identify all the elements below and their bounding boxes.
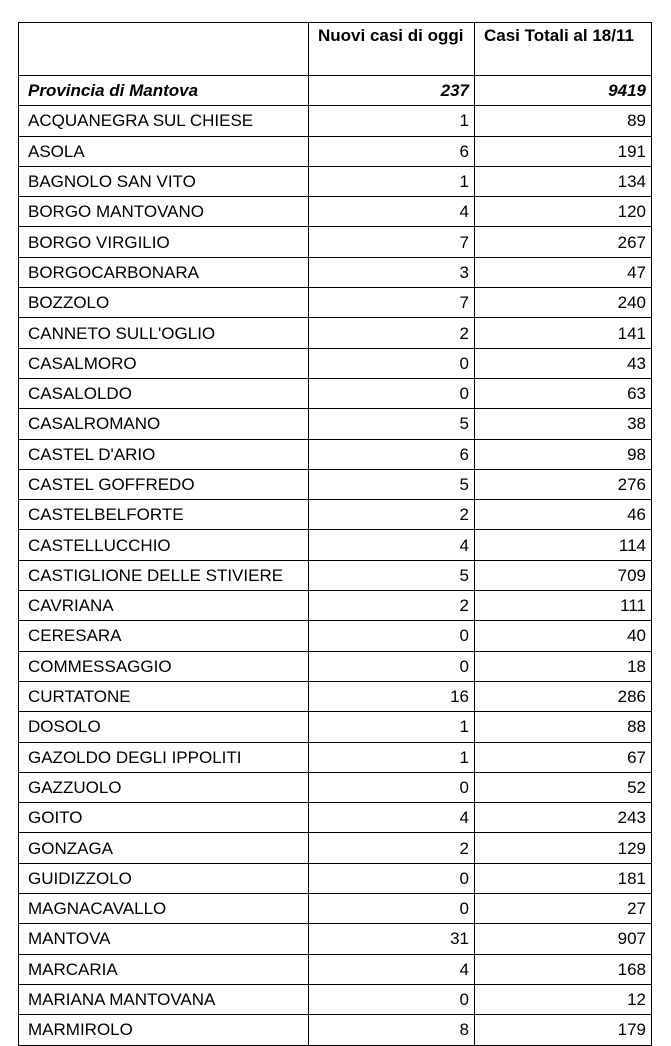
municipality-name: BAGNOLO SAN VITO (19, 166, 309, 196)
total-cases-cell: 89 (475, 106, 652, 136)
municipality-name: CASALMORO (19, 348, 309, 378)
table-row (19, 500, 652, 530)
municipality-name: CASTELBELFORTE (19, 500, 309, 530)
new-cases-cell: 31 (309, 924, 475, 954)
municipality-name: CURTATONE (19, 681, 309, 711)
municipality-name: ASOLA (19, 136, 309, 166)
table-row (19, 1015, 652, 1045)
total-cases-cell: 129 (475, 833, 652, 863)
table-row (19, 106, 652, 136)
province-name: Provincia di Mantova (19, 76, 309, 106)
new-cases-cell: 2 (309, 833, 475, 863)
total-cases-cell: 181 (475, 863, 652, 893)
table-row (19, 954, 652, 984)
table-row (19, 530, 652, 560)
total-cases-cell: 38 (475, 409, 652, 439)
total-cases-cell: 286 (475, 681, 652, 711)
table-row (19, 136, 652, 166)
table-row (19, 439, 652, 469)
cases-table (18, 22, 652, 1046)
total-cases-cell: 88 (475, 712, 652, 742)
municipality-name: CASALOLDO (19, 378, 309, 408)
table-row (19, 681, 652, 711)
new-cases-cell: 7 (309, 227, 475, 257)
municipality-name: CAVRIANA (19, 591, 309, 621)
municipality-name: GAZZUOLO (19, 772, 309, 802)
table-row (19, 894, 652, 924)
municipality-name: GOITO (19, 803, 309, 833)
table-row (19, 378, 652, 408)
new-cases-cell: 3 (309, 257, 475, 287)
municipality-name: CASTELLUCCHIO (19, 530, 309, 560)
total-cases-cell: 276 (475, 469, 652, 499)
municipality-name: ACQUANEGRA SUL CHIESE (19, 106, 309, 136)
new-cases-cell: 4 (309, 954, 475, 984)
new-cases-cell: 6 (309, 136, 475, 166)
header-cell-empty (19, 23, 309, 76)
new-cases-cell: 1 (309, 742, 475, 772)
new-cases-cell: 0 (309, 378, 475, 408)
total-cases-cell: 46 (475, 500, 652, 530)
new-cases-cell: 1 (309, 712, 475, 742)
municipality-name: MARIANA MANTOVANA (19, 984, 309, 1014)
total-cases-cell: 43 (475, 348, 652, 378)
table-row (19, 560, 652, 590)
total-cases-cell: 27 (475, 894, 652, 924)
new-cases-cell: 0 (309, 621, 475, 651)
table-row (19, 651, 652, 681)
new-cases-cell: 16 (309, 681, 475, 711)
table-row (19, 348, 652, 378)
new-cases-cell: 5 (309, 469, 475, 499)
table-row (19, 227, 652, 257)
header-new-cases: Nuovi casi di oggi (309, 23, 475, 76)
province-new-cases: 237 (309, 76, 475, 106)
new-cases-cell: 1 (309, 106, 475, 136)
new-cases-cell: 2 (309, 318, 475, 348)
municipality-name: MARMIROLO (19, 1015, 309, 1045)
municipality-name: MARCARIA (19, 954, 309, 984)
municipality-name: BORGO VIRGILIO (19, 227, 309, 257)
new-cases-cell: 0 (309, 772, 475, 802)
new-cases-cell: 0 (309, 348, 475, 378)
cases-table-sheet (18, 22, 652, 1046)
new-cases-cell: 0 (309, 894, 475, 924)
total-cases-cell: 709 (475, 560, 652, 590)
total-cases-cell: 98 (475, 439, 652, 469)
municipality-name: GONZAGA (19, 833, 309, 863)
header-row (19, 23, 652, 76)
table-row (19, 863, 652, 893)
table-row (19, 257, 652, 287)
table-row (19, 166, 652, 196)
table-row (19, 621, 652, 651)
municipality-name: DOSOLO (19, 712, 309, 742)
province-row (19, 76, 652, 106)
table-row (19, 288, 652, 318)
table-row (19, 742, 652, 772)
province-total-cases: 9419 (475, 76, 652, 106)
total-cases-cell: 67 (475, 742, 652, 772)
total-cases-cell: 52 (475, 772, 652, 802)
municipality-name: COMMESSAGGIO (19, 651, 309, 681)
total-cases-cell: 179 (475, 1015, 652, 1045)
new-cases-cell: 6 (309, 439, 475, 469)
table-row (19, 318, 652, 348)
municipality-name: BORGOCARBONARA (19, 257, 309, 287)
total-cases-cell: 114 (475, 530, 652, 560)
table-row (19, 409, 652, 439)
municipality-name: GUIDIZZOLO (19, 863, 309, 893)
new-cases-cell: 0 (309, 863, 475, 893)
new-cases-cell: 1 (309, 166, 475, 196)
municipality-name: CASTIGLIONE DELLE STIVIERE (19, 560, 309, 590)
municipality-name: CASTEL GOFFREDO (19, 469, 309, 499)
new-cases-cell: 2 (309, 591, 475, 621)
new-cases-cell: 5 (309, 560, 475, 590)
new-cases-cell: 4 (309, 530, 475, 560)
total-cases-cell: 141 (475, 318, 652, 348)
total-cases-cell: 111 (475, 591, 652, 621)
new-cases-cell: 0 (309, 984, 475, 1014)
table-row (19, 772, 652, 802)
municipality-name: BOZZOLO (19, 288, 309, 318)
municipality-name: CASALROMANO (19, 409, 309, 439)
new-cases-cell: 2 (309, 500, 475, 530)
table-row (19, 833, 652, 863)
total-cases-cell: 243 (475, 803, 652, 833)
municipality-name: BORGO MANTOVANO (19, 197, 309, 227)
new-cases-cell: 0 (309, 651, 475, 681)
table-row (19, 197, 652, 227)
total-cases-cell: 240 (475, 288, 652, 318)
municipality-name: CANNETO SULL'OGLIO (19, 318, 309, 348)
municipality-name: CERESARA (19, 621, 309, 651)
total-cases-cell: 12 (475, 984, 652, 1014)
table-row (19, 712, 652, 742)
municipality-name: MANTOVA (19, 924, 309, 954)
total-cases-cell: 168 (475, 954, 652, 984)
total-cases-cell: 18 (475, 651, 652, 681)
table-row (19, 984, 652, 1014)
municipality-name: MAGNACAVALLO (19, 894, 309, 924)
table-row (19, 924, 652, 954)
municipality-name: CASTEL D'ARIO (19, 439, 309, 469)
new-cases-cell: 4 (309, 803, 475, 833)
new-cases-cell: 7 (309, 288, 475, 318)
table-row (19, 469, 652, 499)
total-cases-cell: 63 (475, 378, 652, 408)
table-row (19, 591, 652, 621)
total-cases-cell: 267 (475, 227, 652, 257)
new-cases-cell: 5 (309, 409, 475, 439)
total-cases-cell: 40 (475, 621, 652, 651)
total-cases-cell: 120 (475, 197, 652, 227)
total-cases-cell: 907 (475, 924, 652, 954)
new-cases-cell: 4 (309, 197, 475, 227)
total-cases-cell: 191 (475, 136, 652, 166)
total-cases-cell: 47 (475, 257, 652, 287)
table-row (19, 803, 652, 833)
header-total-cases: Casi Totali al 18/11 (475, 23, 652, 76)
municipality-name: GAZOLDO DEGLI IPPOLITI (19, 742, 309, 772)
total-cases-cell: 134 (475, 166, 652, 196)
new-cases-cell: 8 (309, 1015, 475, 1045)
